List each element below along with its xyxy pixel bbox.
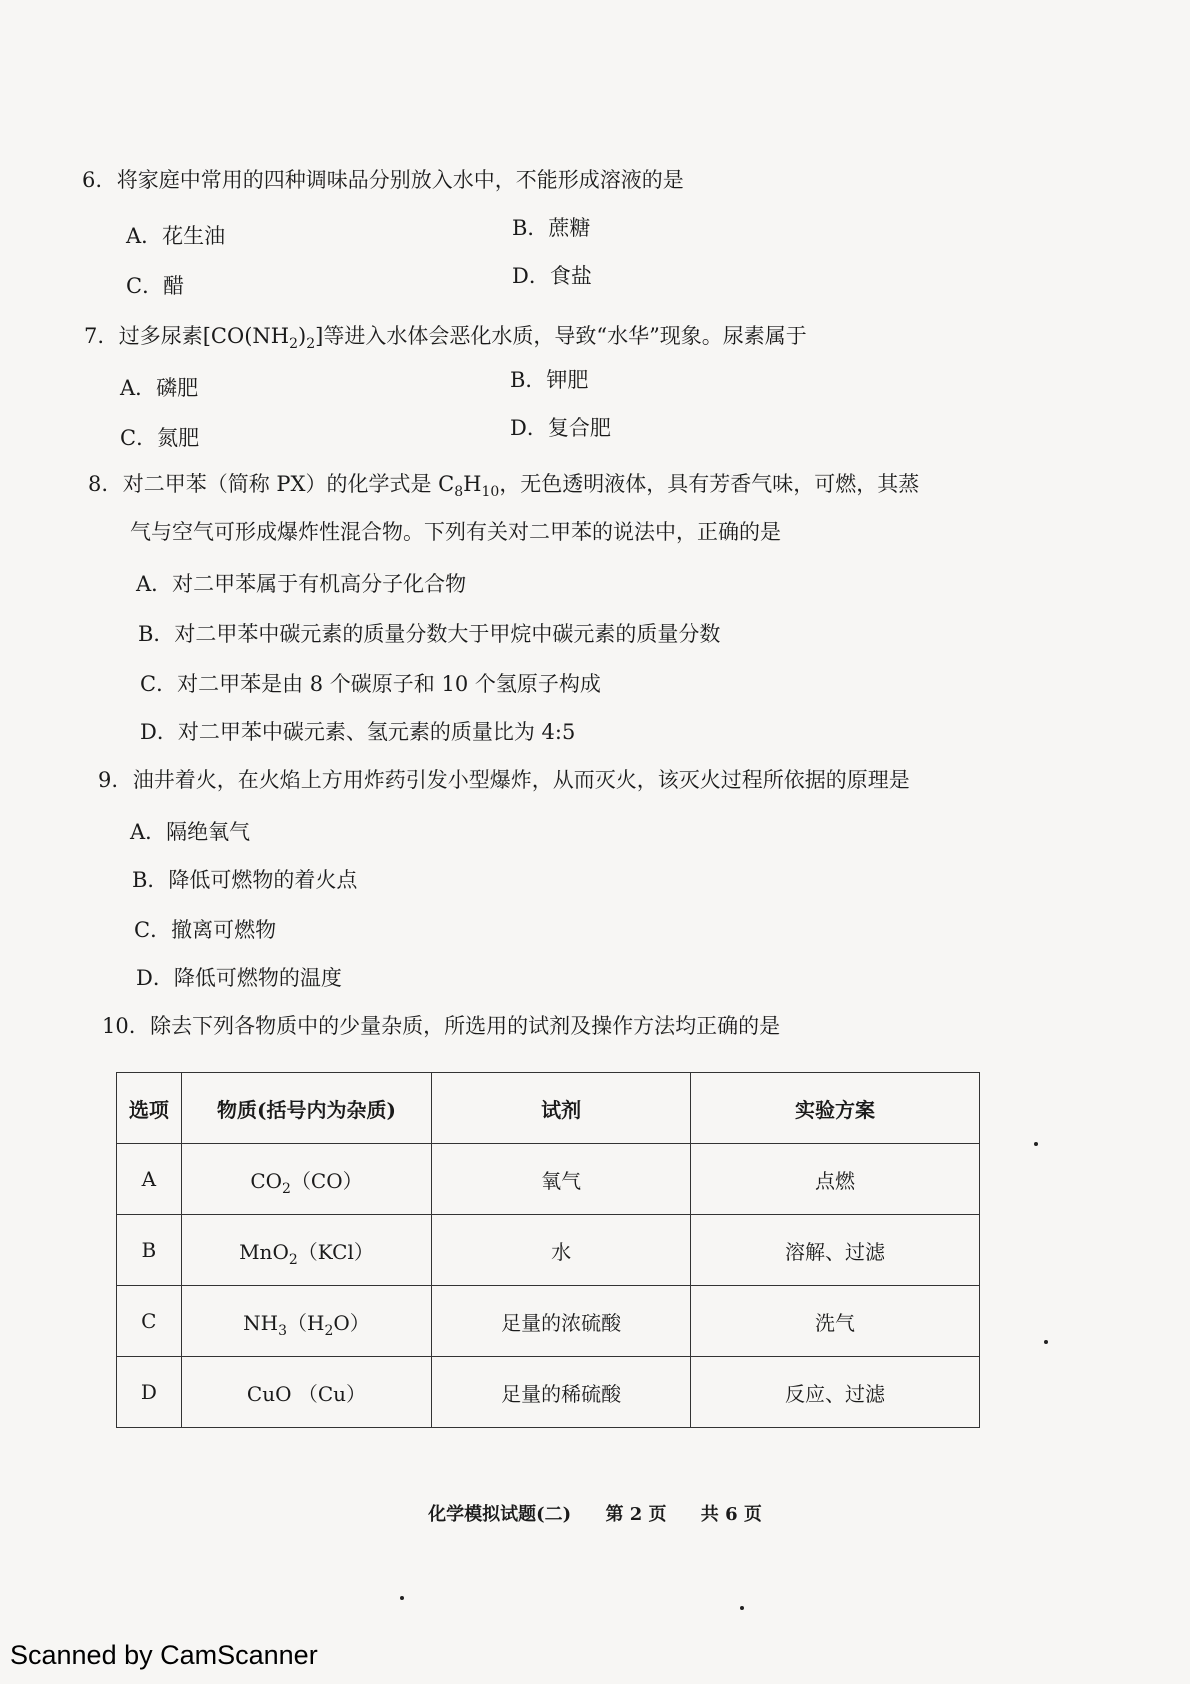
- scan-speck: [1044, 1340, 1048, 1344]
- question-number: 6.: [82, 168, 103, 192]
- cell-plan: 洗气: [690, 1286, 979, 1357]
- q6-option-b: B．蔗糖: [512, 216, 591, 240]
- q6-option-d: D．食盐: [512, 264, 592, 288]
- question-text: 过多尿素$[CO(NH_2)_2]$等进入水体会恶化水质，导致“水华”现象。尿素属于: [118, 324, 807, 353]
- question-text: 除去下列各物质中的少量杂质，所选用的试剂及操作方法均正确的是: [150, 1014, 781, 1038]
- question-number: 8.: [88, 472, 109, 496]
- table-row: [117, 1286, 980, 1357]
- cell-reagent: 足量的浓硫酸: [432, 1286, 691, 1357]
- scan-speck: [1034, 1142, 1038, 1146]
- footer-total-pages: 共 6 页: [700, 1504, 762, 1525]
- page-footer: [0, 1500, 1190, 1526]
- camscanner-watermark: Scanned by CamScanner: [10, 1640, 318, 1670]
- cell-reagent: 氧气: [432, 1144, 691, 1215]
- question-number: 7.: [84, 324, 105, 348]
- cell-plan: 溶解、过滤: [690, 1215, 979, 1286]
- question-8-stem-line2: 气与空气可形成爆炸性混合物。下列有关对二甲苯的说法中，正确的是: [130, 520, 781, 544]
- table-row: [117, 1144, 980, 1215]
- q6-option-a: A．花生油: [126, 224, 226, 248]
- cell-option: C: [117, 1286, 182, 1357]
- cell-plan: 点燃: [690, 1144, 979, 1215]
- scan-speck: [740, 1606, 744, 1610]
- q8-option-c: C．对二甲苯是由 8 个碳原子和 10 个氢原子构成: [140, 672, 601, 696]
- question-10-stem: [102, 1012, 780, 1040]
- cell-substance: $CO_2(CO)$: [181, 1144, 432, 1215]
- cell-substance: $NH_3(H_2O)$: [181, 1286, 432, 1357]
- cell-substance: CuO （Cu）: [181, 1357, 432, 1428]
- header-plan: 实验方案: [690, 1073, 979, 1144]
- cell-option: D: [117, 1357, 182, 1428]
- table-row: [117, 1215, 980, 1286]
- options-table: [116, 1072, 980, 1428]
- q9-option-c: C．撤离可燃物: [134, 918, 277, 942]
- question-text: 将家庭中常用的四种调味品分别放入水中，不能形成溶液的是: [116, 168, 684, 192]
- footer-page-number: 第 2 页: [605, 1504, 667, 1525]
- cell-reagent: 水: [432, 1215, 691, 1286]
- cell-option: B: [117, 1215, 182, 1286]
- header-option: 选项: [117, 1073, 182, 1144]
- q8-option-d: D．对二甲苯中碳元素、氢元素的质量比为 4:5: [140, 720, 576, 744]
- question-text: 对二甲苯（简称 PX）的化学式是 $C_8H_{10}$，无色透明液体，具有芳香气味，可燃，其蒸: [122, 472, 920, 501]
- question-number: 9.: [98, 768, 119, 792]
- scan-speck: [400, 1596, 404, 1600]
- cell-reagent: 足量的稀硫酸: [432, 1357, 691, 1428]
- q8-option-b: B．对二甲苯中碳元素的质量分数大于甲烷中碳元素的质量分数: [138, 622, 721, 646]
- q7-option-d: D．复合肥: [510, 416, 611, 440]
- table-row: [117, 1357, 980, 1428]
- question-8-stem-line1: [88, 470, 920, 501]
- q9-option-b: B．降低可燃物的着火点: [132, 868, 358, 892]
- q7-option-c: C．氮肥: [120, 426, 200, 450]
- cell-substance: MnO$_2$（KCl）: [181, 1215, 432, 1286]
- q8-option-a: A．对二甲苯属于有机高分子化合物: [136, 572, 467, 596]
- question-7-stem: [84, 322, 807, 353]
- q6-option-c: C．醋: [126, 274, 185, 298]
- question-text: 油井着火，在火焰上方用炸药引发小型爆炸，从而灭火，该灭火过程所依据的原理是: [132, 768, 910, 792]
- header-reagent: 试剂: [432, 1073, 691, 1144]
- question-number: 10.: [102, 1014, 136, 1038]
- table-header-row: [117, 1073, 980, 1144]
- q7-option-a: A．磷肥: [120, 376, 199, 400]
- question-9-stem: [98, 766, 910, 794]
- q9-option-d: D．降低可燃物的温度: [136, 966, 342, 990]
- q7-option-b: B．钾肥: [510, 368, 589, 392]
- cell-option: A: [117, 1144, 182, 1215]
- footer-exam-title: 化学模拟试题(二): [428, 1504, 572, 1525]
- header-substance: 物质(括号内为杂质): [181, 1073, 432, 1144]
- question-6-stem: [82, 166, 684, 194]
- cell-plan: 反应、过滤: [690, 1357, 979, 1428]
- q9-option-a: A．隔绝氧气: [130, 820, 251, 844]
